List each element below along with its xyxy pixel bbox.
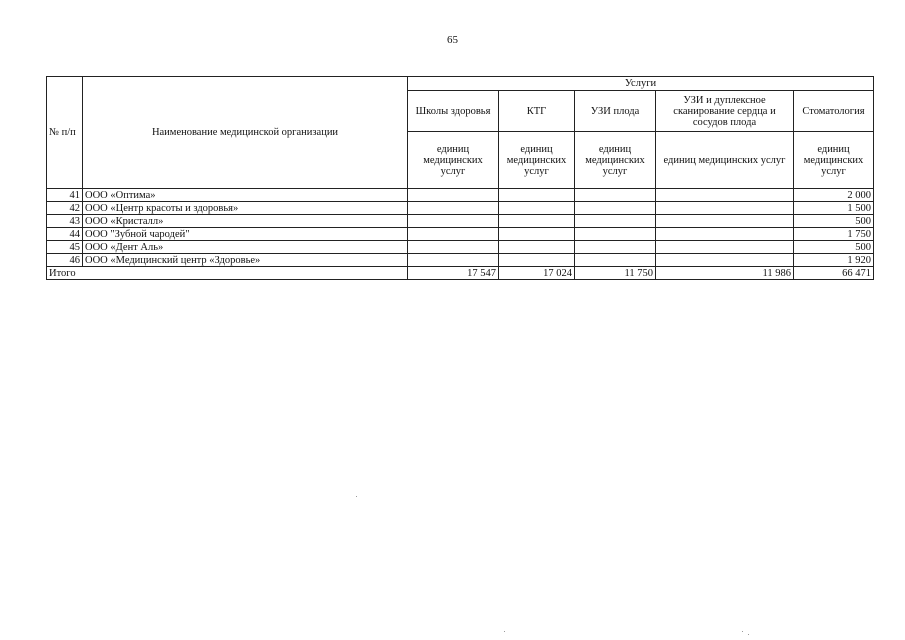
unit-header: единиц медицинских услуг [794,132,874,189]
scan-speck [742,631,743,632]
cell-ctg [499,254,575,267]
total-row [47,267,874,280]
table-row [47,241,874,254]
unit-header: единиц медицинских услуг [499,132,575,189]
cell-fetal-ultrasound [575,241,656,254]
total-fetal-ultrasound: 11 750 [575,267,656,280]
cell-dentistry: 500 [794,215,874,228]
scan-speck [504,631,505,632]
cell-fetal-ultrasound [575,215,656,228]
cell-health-schools [408,215,499,228]
organization-name: ООО «Медицинский центр «Здоровье» [83,254,408,267]
unit-header: единиц медицинских услуг [575,132,656,189]
column-header-organization: Наименование медицинской организации [83,77,408,189]
total-label: Итого [47,267,408,280]
cell-dentistry: 1 750 [794,228,874,241]
service-header-health-schools: Школы здоровья [408,91,499,132]
total-dentistry: 66 471 [794,267,874,280]
organization-name: ООО «Дент Аль» [83,241,408,254]
cell-dentistry: 1 500 [794,202,874,215]
organization-name: ООО «Центр красоты и здоровья» [83,202,408,215]
column-header-number: № п/п [47,77,83,189]
cell-fetal-heart-doppler [656,215,794,228]
cell-dentistry: 1 920 [794,254,874,267]
cell-fetal-heart-doppler [656,254,794,267]
organization-name: ООО «Кристалл» [83,215,408,228]
cell-ctg [499,215,575,228]
row-number: 43 [47,215,83,228]
cell-dentistry: 500 [794,241,874,254]
cell-ctg [499,241,575,254]
service-header-fetal-heart-doppler: УЗИ и дуплексное сканирование сердца и сосудов плода [656,91,794,132]
cell-health-schools [408,202,499,215]
cell-ctg [499,228,575,241]
table-row [47,228,874,241]
cell-fetal-heart-doppler [656,241,794,254]
unit-header: единиц медицинских услуг [656,132,794,189]
cell-fetal-heart-doppler [656,228,794,241]
cell-fetal-ultrasound [575,202,656,215]
cell-health-schools [408,254,499,267]
row-number: 42 [47,202,83,215]
total-fetal-heart-doppler: 11 986 [656,267,794,280]
scan-speck [356,496,357,497]
row-number: 46 [47,254,83,267]
cell-fetal-heart-doppler [656,189,794,202]
service-header-ctg: КТГ [499,91,575,132]
page-number: 65 [447,34,458,46]
cell-fetal-heart-doppler [656,202,794,215]
services-table [46,76,874,280]
table-row [47,189,874,202]
cell-health-schools [408,228,499,241]
cell-fetal-ultrasound [575,189,656,202]
table-row [47,215,874,228]
organization-name: ООО «Оптима» [83,189,408,202]
cell-fetal-ultrasound [575,254,656,267]
row-number: 41 [47,189,83,202]
row-number: 44 [47,228,83,241]
cell-health-schools [408,241,499,254]
organization-name: ООО "Зубной чародей" [83,228,408,241]
table-row [47,202,874,215]
cell-dentistry: 2 000 [794,189,874,202]
cell-fetal-ultrasound [575,228,656,241]
cell-ctg [499,202,575,215]
total-health-schools: 17 547 [408,267,499,280]
scan-speck [748,634,749,635]
row-number: 45 [47,241,83,254]
cell-ctg [499,189,575,202]
cell-health-schools [408,189,499,202]
table-row [47,254,874,267]
service-header-fetal-ultrasound: УЗИ плода [575,91,656,132]
services-group-header: Услуги [408,77,874,91]
service-header-dentistry: Стоматология [794,91,874,132]
total-ctg: 17 024 [499,267,575,280]
unit-header: единиц медицинских услуг [408,132,499,189]
